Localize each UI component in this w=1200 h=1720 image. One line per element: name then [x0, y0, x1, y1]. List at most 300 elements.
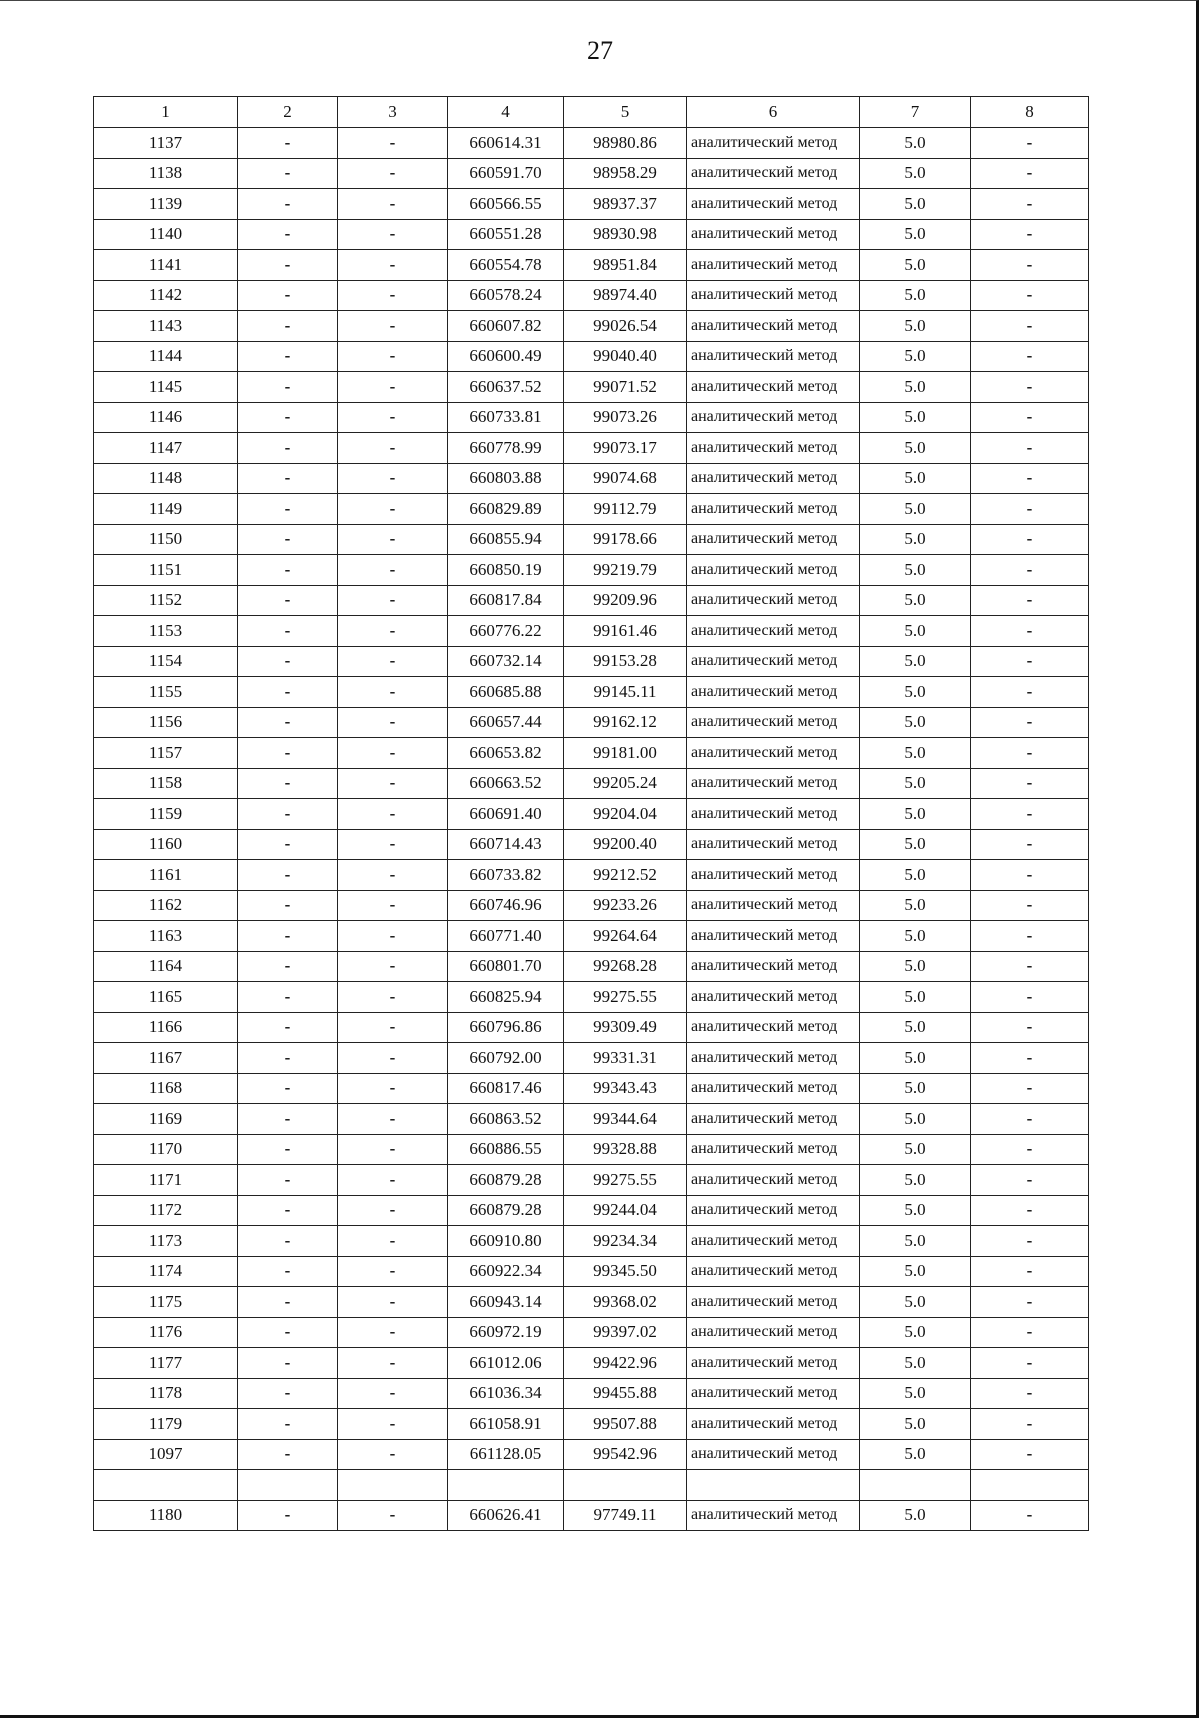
table-cell: -	[238, 1409, 338, 1440]
table-cell: аналитический метод	[687, 250, 860, 281]
table-cell	[238, 1470, 338, 1501]
table-cell: аналитический метод	[687, 524, 860, 555]
table-cell: 99073.17	[564, 433, 687, 464]
table-row	[94, 524, 1089, 555]
table-cell: 1151	[94, 555, 238, 586]
table-cell: аналитический метод	[687, 1104, 860, 1135]
table-cell: 5.0	[860, 1165, 971, 1196]
table-cell: -	[338, 738, 448, 769]
table-cell: -	[971, 463, 1089, 494]
table-cell: -	[238, 494, 338, 525]
table-cell: 1179	[94, 1409, 238, 1440]
table-cell: -	[338, 250, 448, 281]
table-cell: 97749.11	[564, 1500, 687, 1531]
table-cell: 1177	[94, 1348, 238, 1379]
table-row	[94, 982, 1089, 1013]
table-cell: аналитический метод	[687, 1134, 860, 1165]
table-cell: 660778.99	[448, 433, 564, 464]
table-header-row	[94, 97, 1089, 128]
table-cell: -	[338, 677, 448, 708]
table-cell: 5.0	[860, 1134, 971, 1165]
table-row	[94, 433, 1089, 464]
table-cell: -	[338, 1378, 448, 1409]
table-cell: 1158	[94, 768, 238, 799]
table-cell: аналитический метод	[687, 1500, 860, 1531]
table-cell: -	[971, 1195, 1089, 1226]
table-cell: 1138	[94, 158, 238, 189]
table-cell: 1146	[94, 402, 238, 433]
table-cell: -	[238, 341, 338, 372]
table-cell: 1155	[94, 677, 238, 708]
table-cell: -	[971, 1043, 1089, 1074]
table-cell: -	[238, 1195, 338, 1226]
table-cell: -	[338, 1165, 448, 1196]
table-cell: 5.0	[860, 982, 971, 1013]
table-cell: -	[238, 677, 338, 708]
table-cell: -	[338, 280, 448, 311]
table-row	[94, 1043, 1089, 1074]
table-cell: 99112.79	[564, 494, 687, 525]
table-cell: -	[338, 646, 448, 677]
table-cell: -	[238, 402, 338, 433]
table-cell: 1142	[94, 280, 238, 311]
table-cell: -	[971, 128, 1089, 159]
table-cell: 1153	[94, 616, 238, 647]
table-cell: 660863.52	[448, 1104, 564, 1135]
table-cell: -	[238, 768, 338, 799]
table-row	[94, 158, 1089, 189]
table-cell: 99162.12	[564, 707, 687, 738]
table-cell: -	[971, 982, 1089, 1013]
table-cell: 660910.80	[448, 1226, 564, 1257]
table-cell: 5.0	[860, 1317, 971, 1348]
table-cell: 5.0	[860, 128, 971, 159]
table-cell: 99026.54	[564, 311, 687, 342]
table-cell: -	[338, 1134, 448, 1165]
table-row	[94, 250, 1089, 281]
table-cell: 5.0	[860, 463, 971, 494]
table-cell: 5.0	[860, 829, 971, 860]
table-cell: -	[338, 585, 448, 616]
table-body	[94, 128, 1089, 1531]
table-cell: 660637.52	[448, 372, 564, 403]
table-cell	[860, 1470, 971, 1501]
table-cell: аналитический метод	[687, 921, 860, 952]
table-cell: 1097	[94, 1439, 238, 1470]
column-header: 3	[338, 97, 448, 128]
table-cell: аналитический метод	[687, 829, 860, 860]
table-cell: 5.0	[860, 1012, 971, 1043]
table-cell: 660879.28	[448, 1195, 564, 1226]
table-cell: -	[338, 433, 448, 464]
table-cell: 5.0	[860, 951, 971, 982]
column-header: 6	[687, 97, 860, 128]
table-cell: 660663.52	[448, 768, 564, 799]
table-cell: 99275.55	[564, 1165, 687, 1196]
table-cell: -	[238, 555, 338, 586]
table-cell: 98958.29	[564, 158, 687, 189]
table-cell: -	[338, 1012, 448, 1043]
table-cell: 660943.14	[448, 1287, 564, 1318]
table-cell: аналитический метод	[687, 646, 860, 677]
table-cell: 5.0	[860, 494, 971, 525]
table-row	[94, 768, 1089, 799]
table-cell: -	[238, 311, 338, 342]
table-cell: 99181.00	[564, 738, 687, 769]
table-cell: аналитический метод	[687, 341, 860, 372]
table-cell: 660886.55	[448, 1134, 564, 1165]
table-cell: -	[971, 494, 1089, 525]
table-cell: 660566.55	[448, 189, 564, 220]
table-cell: -	[971, 433, 1089, 464]
table-cell: 660850.19	[448, 555, 564, 586]
table-row	[94, 1439, 1089, 1470]
table-row	[94, 799, 1089, 830]
table-cell: -	[971, 1378, 1089, 1409]
table-cell: 1137	[94, 128, 238, 159]
table-cell: 99071.52	[564, 372, 687, 403]
table-cell: аналитический метод	[687, 1165, 860, 1196]
table-cell: 1147	[94, 433, 238, 464]
table-cell: 99212.52	[564, 860, 687, 891]
table-cell: 661012.06	[448, 1348, 564, 1379]
table-cell: 99233.26	[564, 890, 687, 921]
page-number: 27	[587, 36, 613, 65]
column-header: 1	[94, 97, 238, 128]
table-cell: аналитический метод	[687, 280, 860, 311]
table-cell: -	[338, 707, 448, 738]
table-row	[94, 402, 1089, 433]
table-cell: 660653.82	[448, 738, 564, 769]
table-cell: 660792.00	[448, 1043, 564, 1074]
table-cell: -	[338, 494, 448, 525]
table-cell: 99073.26	[564, 402, 687, 433]
table-cell: -	[238, 524, 338, 555]
table-cell: -	[971, 860, 1089, 891]
table-cell: аналитический метод	[687, 311, 860, 342]
table-cell: 660879.28	[448, 1165, 564, 1196]
table-cell: -	[971, 1348, 1089, 1379]
table-cell: -	[971, 829, 1089, 860]
table-cell: 1154	[94, 646, 238, 677]
table-cell: -	[238, 1134, 338, 1165]
table-cell	[971, 1470, 1089, 1501]
table-cell: -	[238, 1378, 338, 1409]
table-cell: аналитический метод	[687, 1409, 860, 1440]
table-cell	[687, 1470, 860, 1501]
table-cell: 99345.50	[564, 1256, 687, 1287]
table-cell: 1156	[94, 707, 238, 738]
table-cell: 5.0	[860, 311, 971, 342]
table-cell: 1175	[94, 1287, 238, 1318]
table-row	[94, 829, 1089, 860]
table-cell	[94, 1470, 238, 1501]
table-cell: аналитический метод	[687, 982, 860, 1013]
table-cell: -	[238, 829, 338, 860]
table-cell: аналитический метод	[687, 555, 860, 586]
table-cell: 99422.96	[564, 1348, 687, 1379]
table-cell: -	[238, 433, 338, 464]
table-cell: 1150	[94, 524, 238, 555]
table-cell: 660578.24	[448, 280, 564, 311]
table-cell: аналитический метод	[687, 1378, 860, 1409]
table-cell: -	[338, 1317, 448, 1348]
table-cell: аналитический метод	[687, 158, 860, 189]
table-cell: 5.0	[860, 860, 971, 891]
table-cell: -	[338, 311, 448, 342]
table-cell: 660600.49	[448, 341, 564, 372]
table-cell: -	[971, 189, 1089, 220]
table-cell: аналитический метод	[687, 219, 860, 250]
table-row	[94, 646, 1089, 677]
table-cell: 5.0	[860, 189, 971, 220]
table-cell: 1180	[94, 1500, 238, 1531]
table-cell: -	[338, 219, 448, 250]
table-cell: 99331.31	[564, 1043, 687, 1074]
column-header: 2	[238, 97, 338, 128]
table-cell: -	[238, 463, 338, 494]
table-cell: -	[971, 1317, 1089, 1348]
table-cell: -	[238, 799, 338, 830]
table-cell: -	[971, 738, 1089, 769]
table-cell: аналитический метод	[687, 890, 860, 921]
table-cell: аналитический метод	[687, 799, 860, 830]
table-cell: 660922.34	[448, 1256, 564, 1287]
table-cell: 5.0	[860, 1409, 971, 1440]
table-cell: 660733.81	[448, 402, 564, 433]
table-cell: 99219.79	[564, 555, 687, 586]
table-cell: -	[971, 1500, 1089, 1531]
table-cell: 5.0	[860, 158, 971, 189]
table-cell: аналитический метод	[687, 616, 860, 647]
table-cell: 99275.55	[564, 982, 687, 1013]
table-cell: аналитический метод	[687, 951, 860, 982]
table-cell: 1145	[94, 372, 238, 403]
table-cell: -	[238, 860, 338, 891]
column-header: 7	[860, 97, 971, 128]
table-cell: аналитический метод	[687, 1317, 860, 1348]
table-cell: -	[971, 616, 1089, 647]
table-cell: -	[971, 1287, 1089, 1318]
table-cell: 99397.02	[564, 1317, 687, 1348]
table-cell: 1167	[94, 1043, 238, 1074]
table-cell: 661128.05	[448, 1439, 564, 1470]
table-cell: -	[971, 677, 1089, 708]
table-row	[94, 1409, 1089, 1440]
table-cell: 1173	[94, 1226, 238, 1257]
table-cell: 99455.88	[564, 1378, 687, 1409]
table-cell	[448, 1470, 564, 1501]
table-cell: -	[238, 1287, 338, 1318]
table-cell: аналитический метод	[687, 1195, 860, 1226]
table-cell: 660817.84	[448, 585, 564, 616]
table-cell: -	[971, 951, 1089, 982]
table-cell: 99268.28	[564, 951, 687, 982]
table-cell: 5.0	[860, 890, 971, 921]
table-cell: 5.0	[860, 524, 971, 555]
table-cell: 99145.11	[564, 677, 687, 708]
table-cell: -	[971, 1409, 1089, 1440]
table-cell: аналитический метод	[687, 860, 860, 891]
table-cell: аналитический метод	[687, 1012, 860, 1043]
table-cell: аналитический метод	[687, 738, 860, 769]
table-cell: -	[338, 1043, 448, 1074]
table-cell: -	[238, 1012, 338, 1043]
table-cell: 99344.64	[564, 1104, 687, 1135]
table-cell	[564, 1470, 687, 1501]
table-cell: 5.0	[860, 1439, 971, 1470]
table-cell: -	[338, 158, 448, 189]
table-cell: -	[238, 158, 338, 189]
table-cell: -	[971, 372, 1089, 403]
table-cell: -	[338, 768, 448, 799]
table-cell: 99040.40	[564, 341, 687, 372]
table-cell: 1165	[94, 982, 238, 1013]
table-cell: 1140	[94, 219, 238, 250]
table-cell: 1168	[94, 1073, 238, 1104]
table-row	[94, 1317, 1089, 1348]
table-cell: -	[238, 1104, 338, 1135]
table-cell: 99161.46	[564, 616, 687, 647]
table-cell: аналитический метод	[687, 433, 860, 464]
table-cell: -	[971, 1226, 1089, 1257]
table-cell: -	[971, 311, 1089, 342]
table-row	[94, 677, 1089, 708]
table-row	[94, 189, 1089, 220]
table-cell: 1169	[94, 1104, 238, 1135]
table-cell: аналитический метод	[687, 128, 860, 159]
table-row	[94, 1470, 1089, 1501]
column-header: 4	[448, 97, 564, 128]
table-cell: 5.0	[860, 1073, 971, 1104]
table-cell: -	[338, 1226, 448, 1257]
table-cell: 99209.96	[564, 585, 687, 616]
table-row	[94, 951, 1089, 982]
table-cell: -	[238, 616, 338, 647]
table-cell: -	[338, 555, 448, 586]
table-cell: 99368.02	[564, 1287, 687, 1318]
table-cell: 1141	[94, 250, 238, 281]
table-cell: аналитический метод	[687, 189, 860, 220]
table-cell: -	[338, 1104, 448, 1135]
table-cell: 660746.96	[448, 890, 564, 921]
table-cell: -	[238, 585, 338, 616]
table-cell: 1171	[94, 1165, 238, 1196]
table-cell: 660825.94	[448, 982, 564, 1013]
table-row	[94, 1256, 1089, 1287]
table-cell: аналитический метод	[687, 1287, 860, 1318]
table-cell: аналитический метод	[687, 463, 860, 494]
table-row	[94, 494, 1089, 525]
table-cell: -	[338, 463, 448, 494]
table-cell: 99542.96	[564, 1439, 687, 1470]
table-cell: -	[338, 1195, 448, 1226]
table-row	[94, 1195, 1089, 1226]
table-cell: -	[338, 341, 448, 372]
table-cell: 5.0	[860, 921, 971, 952]
table-row	[94, 1104, 1089, 1135]
table-cell: 5.0	[860, 555, 971, 586]
table-cell: -	[238, 890, 338, 921]
table-cell: 99343.43	[564, 1073, 687, 1104]
table-cell: 660614.31	[448, 128, 564, 159]
table-cell: 660714.43	[448, 829, 564, 860]
table-cell: -	[971, 707, 1089, 738]
table-cell: -	[971, 280, 1089, 311]
table-cell: -	[238, 951, 338, 982]
table-cell: -	[338, 890, 448, 921]
table-cell: 660771.40	[448, 921, 564, 952]
table-cell: 1163	[94, 921, 238, 952]
table-cell: 5.0	[860, 677, 971, 708]
table-cell: -	[338, 189, 448, 220]
table-row	[94, 1287, 1089, 1318]
table-row	[94, 372, 1089, 403]
table-cell: -	[238, 1317, 338, 1348]
table-cell: 5.0	[860, 1500, 971, 1531]
table-cell: 5.0	[860, 1378, 971, 1409]
table-cell: -	[238, 738, 338, 769]
table-cell: 1159	[94, 799, 238, 830]
table-cell: -	[338, 1287, 448, 1318]
table-cell: 660972.19	[448, 1317, 564, 1348]
table-cell: 5.0	[860, 1287, 971, 1318]
table-row	[94, 1500, 1089, 1531]
table-cell: -	[971, 1134, 1089, 1165]
table-row	[94, 311, 1089, 342]
table-cell: 99204.04	[564, 799, 687, 830]
table-cell: -	[238, 1500, 338, 1531]
table-cell: 99507.88	[564, 1409, 687, 1440]
table-cell: -	[971, 219, 1089, 250]
table-row	[94, 555, 1089, 586]
table-cell: -	[238, 646, 338, 677]
table-cell: 5.0	[860, 1256, 971, 1287]
table-cell: 99244.04	[564, 1195, 687, 1226]
table-cell: 99309.49	[564, 1012, 687, 1043]
table-cell: -	[238, 219, 338, 250]
table-cell: -	[238, 1256, 338, 1287]
table-cell: 5.0	[860, 616, 971, 647]
table-cell: 5.0	[860, 646, 971, 677]
table-cell: 660776.22	[448, 616, 564, 647]
table-cell: 1144	[94, 341, 238, 372]
table-cell: 5.0	[860, 433, 971, 464]
table-cell: аналитический метод	[687, 1439, 860, 1470]
table-cell: 99074.68	[564, 463, 687, 494]
column-header: 8	[971, 97, 1089, 128]
table-cell: 660855.94	[448, 524, 564, 555]
table-cell: 5.0	[860, 1226, 971, 1257]
table-cell	[338, 1470, 448, 1501]
table-cell: -	[971, 585, 1089, 616]
column-header: 5	[564, 97, 687, 128]
table-row	[94, 921, 1089, 952]
table-cell: 5.0	[860, 280, 971, 311]
table-cell: -	[238, 921, 338, 952]
table-cell: -	[971, 1165, 1089, 1196]
table-cell: 660796.86	[448, 1012, 564, 1043]
table-cell: аналитический метод	[687, 372, 860, 403]
table-cell: 1162	[94, 890, 238, 921]
table-cell: -	[971, 1073, 1089, 1104]
table-cell: 660607.82	[448, 311, 564, 342]
table-cell: аналитический метод	[687, 1073, 860, 1104]
table-cell: 98930.98	[564, 219, 687, 250]
table-cell: аналитический метод	[687, 1226, 860, 1257]
table-cell: 660554.78	[448, 250, 564, 281]
table-cell: 99200.40	[564, 829, 687, 860]
